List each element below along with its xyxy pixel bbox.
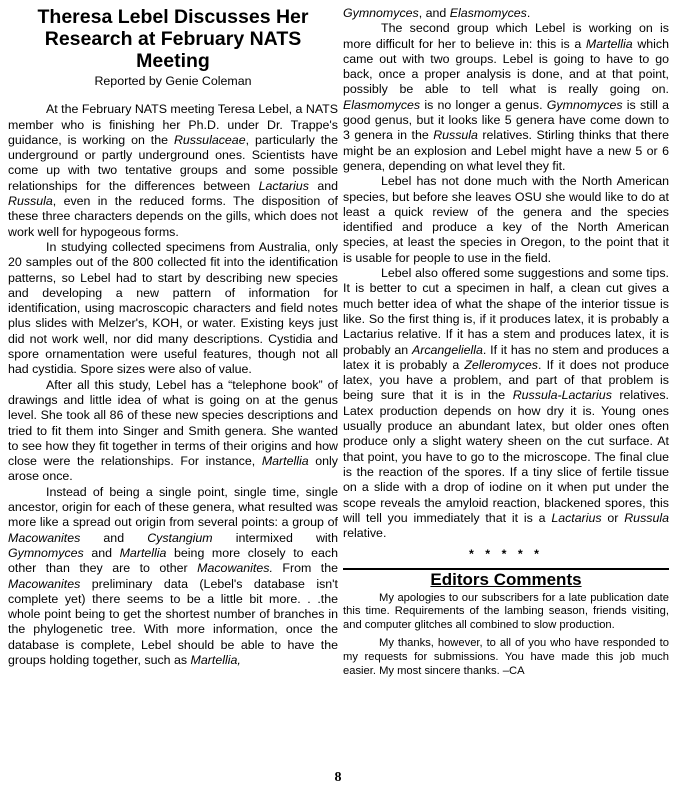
text-run: .	[526, 6, 531, 20]
italic-term: Gymnomyces	[546, 97, 623, 112]
headline-line-3: Meeting	[136, 50, 210, 72]
text-run: At the February NATS meeting Teresa Lebel, a NATS member who is finishing her Ph.D. under Dr. Trappe's guidance, is working on the	[8, 102, 339, 147]
text-run: . If it does not produce latex, you have a problem, and part of that problem is being sure that it is in the	[343, 357, 669, 403]
italic-term: Martellia	[119, 545, 167, 560]
italic-term: Lactarius	[258, 178, 309, 193]
italic-term: Macowanites.	[197, 561, 273, 576]
headline-line-2: Research at February NATS	[44, 28, 302, 50]
italic-term: Arcangeliella	[411, 342, 483, 357]
article-paragraph	[8, 240, 338, 378]
headline-line-1: Theresa Lebel Discusses Her	[37, 6, 309, 28]
text-run: In studying collected specimens from Australia, only 20 samples out of the 800 collected fit into the identification patterns, so Lebel had to start by describing new species and developing a new pattern of information for identification, using macroscopic characters and field notes plus slides with Melzer's, KOH, or water. Existing keys just did not work well, nor did many descriptions. Cystidia and spore ornamentation were useful features, though not all had cystidia. Spore sizes were also of value.	[8, 239, 338, 377]
italic-term: Martellia	[585, 36, 633, 51]
right-column	[343, 6, 669, 683]
italic-term: Russula	[8, 194, 53, 209]
italic-term: Martellia,	[190, 652, 241, 667]
italic-term: Cystangium	[147, 530, 213, 545]
italic-term: Elasmomyces	[343, 97, 421, 112]
text-run: , and	[418, 6, 450, 20]
text-run: and	[308, 178, 338, 193]
editors-comments-title: Editors Comments	[430, 569, 582, 589]
italic-term: Gymnomyces	[343, 6, 419, 20]
text-run: The second group which Lebel is working on is more difficult for her to believe in: this is a	[343, 21, 669, 51]
text-run: , even in the reduced forms. The disposition of these three characters depends on the gills, which does not work well for hypogeous forms.	[8, 194, 338, 239]
article-headline	[8, 6, 338, 72]
italic-term: Macowanites	[8, 530, 81, 545]
text-run: relatives. Stirling thinks that there might be an explosion and Lebel might have a new 5 or 6 genera, depending on what level they fit.	[343, 128, 669, 173]
left-column	[8, 6, 338, 668]
italic-term: Russula	[433, 128, 478, 143]
text-run: preliminary data (Lebel's database isn't complete yet) there seems to be a little bit more. . .the whole point being to get the shortest number of branches in the phylogenetic tree. With more information, once the database is complete, Lebel should be able to have the groups holding together, such as	[8, 576, 338, 667]
article-paragraph	[8, 485, 338, 669]
text-run: From the	[272, 561, 338, 576]
text-run: After all this study, Lebel has a “telephone book” of drawings and little idea of what is going on at the genus level. She took all 86 of these new species descriptions and tried to fit them into Singer and Smith genera. She wanted to see how they fit together in terms of their origins and how close were the relationships. For instance,	[8, 377, 338, 469]
italic-term: Russula	[624, 510, 669, 525]
article-byline: Reported by Genie Coleman	[94, 74, 252, 88]
text-run: Lebel also offered some suggestions and some tips. It is better to cut a specimen in half, a clean cut gives a much better idea of what the shape of the interior tissue is like. So the first thing is, if it produces latex, it is probably a Lactarius relative. If it has a stem and produces latex, it is probably an	[343, 266, 669, 357]
text-run: and	[80, 530, 148, 545]
editors-paragraph: My thanks, however, to all of you who have responded to my requests for submissions. You have made this job much easier. My most sincere thanks. –CA	[343, 637, 669, 677]
article-paragraph	[8, 102, 338, 240]
article-paragraph	[343, 174, 669, 266]
article-paragraph	[343, 6, 669, 21]
text-run: , particularly the underground or partly underground ones. Scientists have come up with two tentative groups and some possible relationships for the differences between	[8, 132, 338, 193]
text-run: is still a good genus, but it looks like 5 genera have come down to 3 genera in the	[343, 97, 669, 143]
text-run: relative.	[343, 526, 387, 541]
end-of-article-mark: * * * * *	[469, 547, 543, 562]
text-run: or	[601, 510, 625, 525]
italic-term: Elasmomyces	[449, 6, 527, 20]
text-run: and	[83, 545, 120, 560]
page-number: 8	[334, 770, 342, 785]
italic-term: Martellia	[261, 454, 309, 469]
text-run: only arose once.	[8, 454, 338, 484]
text-run: Lebel has not done much with the North American species, but before she leaves OSU she would like to do at least a quick review of the genera and the species identified and produce a key of the North American species, at least the species in Oregon, to the point that it is usable for people to use in the field.	[343, 174, 669, 265]
text-run: which came out with two groups. Lebel is going to have to go back, once a proper analysis is done, and at that point, possibly be able to tell what is really going on.	[343, 36, 669, 97]
right-column-body	[343, 6, 669, 541]
editors-paragraph: My apologies to our subscribers for a late publication date this time. Requirements of the lambing season, friends visiting, and computer glitches all combined to slow production.	[343, 591, 669, 631]
article-paragraph	[343, 266, 669, 541]
text-run: Instead of being a single point, single time, single ancestor, origin for each of these genera, what resulted was more like a spread out origin from several points: a group of	[8, 484, 338, 530]
text-run: is no longer a genus.	[420, 97, 547, 112]
left-column-body	[8, 102, 338, 668]
italic-term: Macowanites	[8, 576, 81, 591]
text-run: . If it has no stem and produces a latex it is probably a	[343, 342, 670, 372]
italic-term: Russulaceae	[173, 132, 246, 147]
italic-term: Lactarius	[551, 510, 602, 525]
italic-term: Russula-Lactarius	[512, 388, 612, 403]
article-paragraph	[343, 21, 669, 174]
text-run: intermixed with	[212, 530, 338, 545]
article-paragraph	[8, 378, 338, 485]
italic-term: Zelleromyces	[464, 357, 539, 372]
italic-term: Gymnomyces	[8, 545, 84, 560]
editors-comments-section	[343, 571, 669, 679]
text-run: being more closely to each other than they are to other	[8, 545, 338, 576]
text-run: relatives. Latex production depends on how dry it is. Young ones usually produce an abundant latex, but older ones often produce only a slight watery sheen on the cut surface. At that point, you have to go to the microscope. The final clue is the reaction of the spores. If a tiny slice of fertile tissue on a slide with a drop of iodine on it when put under the scope reveals the amyloid reaction, blackened spores, this will tell you immediately that it is a	[343, 388, 669, 525]
